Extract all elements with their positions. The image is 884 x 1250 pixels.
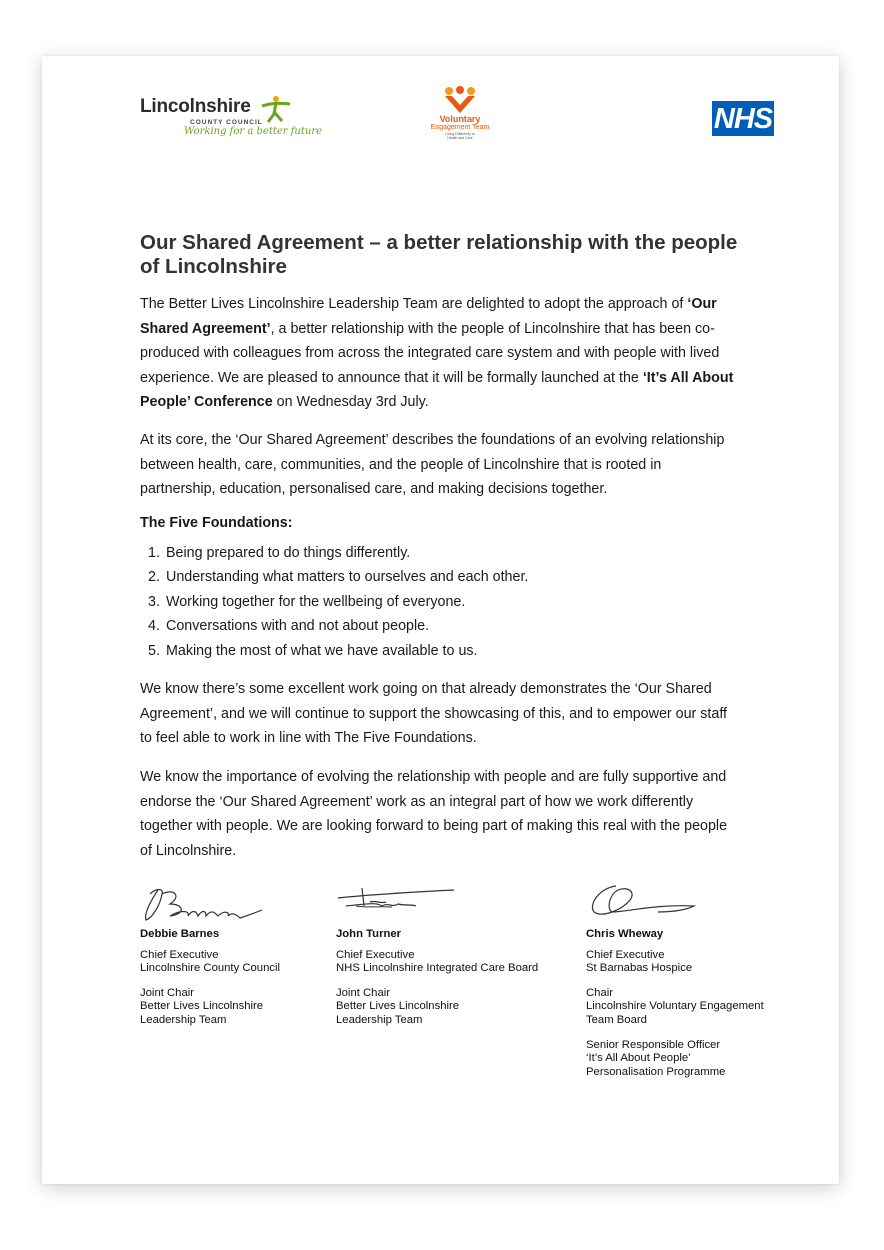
- lcc-logo-subtitle: COUNTY COUNCIL: [190, 119, 263, 126]
- list-item: [148, 541, 528, 565]
- signatory-name: Debbie Barnes: [140, 928, 220, 940]
- role-line: Chief Executive: [336, 949, 415, 961]
- role-line: Better Lives Lincolnshire: [336, 1000, 460, 1013]
- foundations-list: [148, 541, 528, 663]
- core-paragraph: At its core, the ‘Our Shared Agreement’ describes the foundations of an evolving relationship between health, care, communities, and the people of Lincolnshire that is rooted in partnership, education, personalised care, and making decisions together.: [140, 432, 725, 497]
- intro-bold-agreement: ‘Our Shared Agreement’: [140, 296, 717, 337]
- signature-debbie-barnes: [140, 882, 270, 926]
- signatory-name: John Turner: [336, 928, 402, 940]
- showcase-paragraph: We know there’s some excellent work going on that already demonstrates the ‘Our Shared Agreement’, and we will continue to support the showcasing of this, and to empower our staff to feel able to work in line with The Five Foundations.: [140, 681, 728, 746]
- list-item: [148, 639, 528, 663]
- vet-logo-subtitle: Engagement Team: [430, 124, 490, 131]
- vet-heart-icon: [440, 86, 480, 114]
- intro-paragraph: [140, 292, 740, 415]
- intro-text-a: The Better Lives Lincolnshire Leadership Team are delighted to adopt the approach of: [140, 296, 688, 312]
- role-line: Joint Chair: [140, 987, 194, 999]
- list-item-number: 2.: [148, 569, 160, 586]
- role-line: Leadership Team: [140, 1013, 227, 1026]
- lcc-logo-name: Lincolnshire: [140, 96, 251, 117]
- role-line: Team Board: [586, 1013, 647, 1026]
- signature-john-turner: [336, 882, 466, 918]
- role-line: Senior Responsible Officer: [586, 1039, 721, 1051]
- list-item-number: 3.: [148, 593, 160, 610]
- list-item: [148, 590, 528, 614]
- list-item: [148, 614, 528, 638]
- list-item-text: Understanding what matters to ourselves and each other.: [166, 569, 529, 586]
- signatory-role-1: [336, 949, 538, 976]
- list-item-number: 1.: [148, 545, 160, 561]
- signatory-role-1: [140, 949, 280, 976]
- role-line: Lincolnshire County Council: [140, 962, 281, 975]
- list-item-text: Conversations with and not about people.: [166, 618, 430, 635]
- intro-text-c: , a better relationship with the people of Lincolnshire that has been co-produced with colleagues from across the integrated care system and with people with lived experience. We are pleased to announce that it will be formally launched at the: [140, 320, 720, 386]
- role-line: Joint Chair: [336, 987, 390, 999]
- signatory-role-2: [336, 987, 459, 1027]
- signatory-role-2: [586, 987, 764, 1027]
- signatory-role-1: [586, 949, 692, 976]
- intro-bold-conference: ‘It’s All About People’ Conference: [140, 369, 734, 410]
- role-line: Chief Executive: [140, 949, 219, 961]
- intro-text-e: on Wednesday 3rd July.: [272, 394, 429, 410]
- role-line: Chief Executive: [586, 949, 665, 961]
- role-line: Better Lives Lincolnshire: [140, 1000, 264, 1013]
- lcc-figure-icon: [260, 94, 292, 124]
- list-item-number: 5.: [148, 642, 160, 659]
- list-item-number: 4.: [148, 618, 160, 635]
- endorse-paragraph: We know the importance of evolving the relationship with people and are fully supportive and endorse the ‘Our Shared Agreement’ work as an integral part of how we work differently together with people. We are looking forward to being part of making this real with the people of Lincolnshire.: [140, 769, 728, 859]
- foundations-heading: The Five Foundations:: [140, 515, 293, 531]
- role-line: St Barnabas Hospice: [586, 962, 693, 975]
- page-title: Our Shared Agreement – a better relationship with the people of Lincolnshire: [140, 231, 738, 278]
- role-line: Lincolnshire Voluntary Engagement: [586, 1000, 764, 1013]
- signatory-name: Chris Wheway: [586, 928, 664, 940]
- role-line: ‘It’s All About People’: [586, 1052, 691, 1065]
- list-item-text: Being prepared to do things differently.: [166, 545, 411, 561]
- lcc-logo-tagline: Working for a better future: [184, 126, 323, 137]
- vet-logo-tagline-1: Living Differently to: [445, 132, 475, 136]
- role-line: NHS Lincolnshire Integrated Care Board: [336, 962, 539, 975]
- signature-chris-wheway: [586, 882, 716, 922]
- signatory-role-3: [586, 1039, 725, 1079]
- voluntary-engagement-team-logo: [420, 86, 500, 156]
- signatory-role-2: [140, 987, 263, 1027]
- list-item: [148, 565, 528, 589]
- nhs-logo: NHS: [713, 103, 773, 135]
- lincolnshire-county-council-logo: [140, 94, 323, 146]
- vet-logo-tagline-2: Health and Care: [447, 136, 473, 140]
- vet-logo-title: Voluntary: [439, 114, 481, 124]
- list-item-text: Making the most of what we have available to us.: [166, 642, 478, 659]
- role-line: Personalisation Programme: [586, 1065, 726, 1078]
- role-line: Leadership Team: [336, 1013, 423, 1026]
- list-item-text: Working together for the wellbeing of everyone.: [166, 593, 466, 610]
- role-line: Chair: [586, 987, 613, 999]
